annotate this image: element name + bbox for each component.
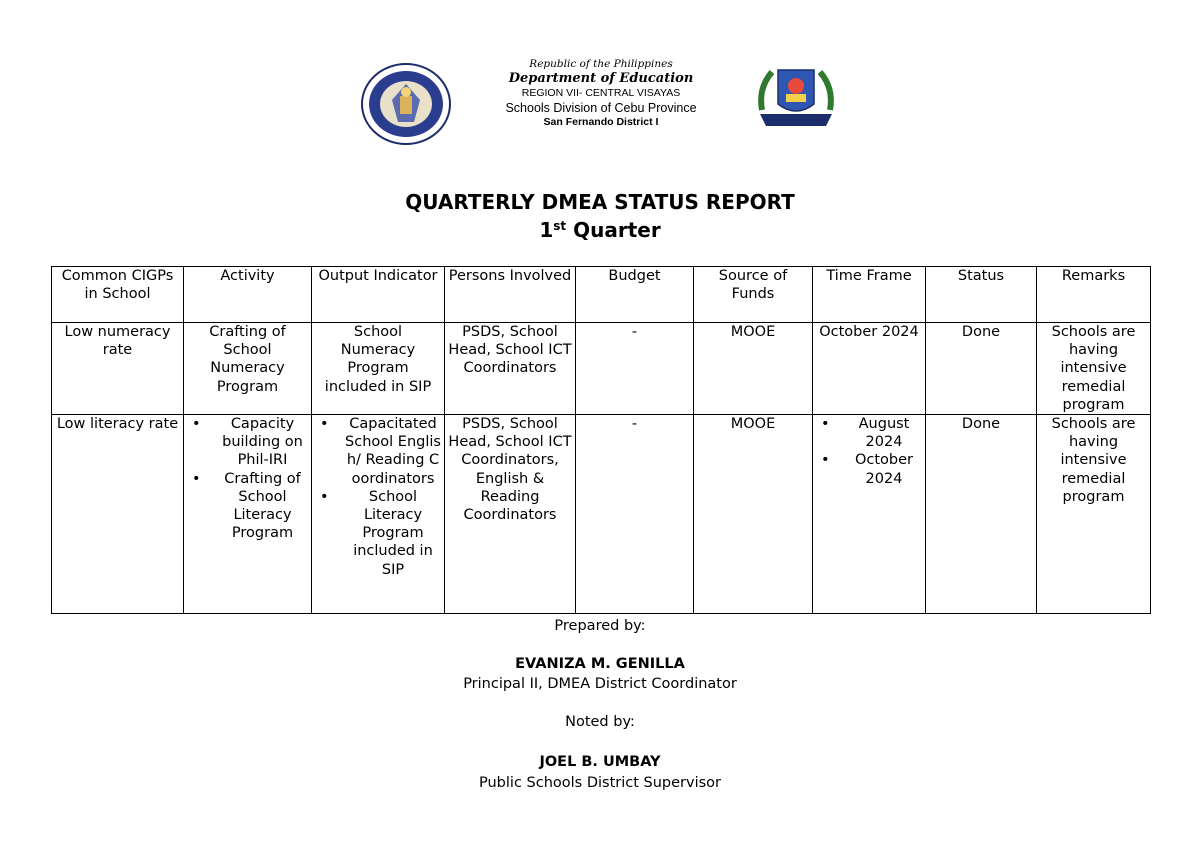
cell-output-indicator	[312, 415, 445, 614]
cell-output-indicator: School Numeracy Program included in SIP	[312, 323, 445, 415]
header-cigps: Common CIGPs in School	[52, 267, 184, 323]
header-status: Status	[926, 267, 1037, 323]
list-item	[187, 415, 308, 470]
list-item-text: • October 2024	[854, 452, 914, 487]
report-quarter	[0, 218, 1200, 242]
noted-by-label: Noted by:	[565, 714, 635, 730]
list-item	[816, 415, 922, 451]
prepared-by-name: EVANIZA M. GENILLA	[515, 656, 685, 672]
table-header-row	[52, 267, 1151, 323]
cell-remarks: Schools are having intensive remedial program	[1037, 323, 1151, 415]
prepared-by-label: Prepared by:	[554, 618, 646, 634]
agency-block	[470, 58, 732, 129]
header-budget: Budget	[576, 267, 694, 323]
region-line: REGION VII- CENTRAL VISAYAS	[521, 87, 681, 100]
letterhead	[0, 58, 1200, 148]
noted-by-title: Public Schools District Supervisor	[479, 775, 721, 791]
cell-persons-involved: PSDS, School Head, School ICT Coordinators, English & Reading Coordinators	[445, 415, 576, 614]
cell-cigp: Low literacy rate	[52, 415, 184, 614]
list-item-text: • August 2024	[858, 416, 910, 451]
cell-source-of-funds: MOOE	[694, 323, 813, 415]
output-list	[315, 415, 441, 579]
list-item	[315, 415, 441, 488]
header-output-indicator: Output Indicator	[312, 267, 445, 323]
header-time-frame: Time Frame	[813, 267, 926, 323]
header-activity: Activity	[184, 267, 312, 323]
header-remarks: Remarks	[1037, 267, 1151, 323]
quarter-word: Quarter	[573, 218, 661, 242]
list-item	[816, 451, 922, 487]
table-row	[52, 415, 1151, 614]
division-line: Schools Division of Cebu Province	[505, 100, 697, 115]
cell-time-frame: October 2024	[813, 323, 926, 415]
cell-budget: -	[576, 415, 694, 614]
district-line: San Fernando District I	[543, 116, 659, 129]
cell-budget: -	[576, 323, 694, 415]
cell-remarks: Schools are having intensive remedial program	[1037, 415, 1151, 614]
cell-activity: Crafting of School Numeracy Program	[184, 323, 312, 415]
prepared-by-title: Principal II, DMEA District Coordinator	[463, 676, 737, 692]
list-item-text: • Capacitated School English/ Reading Coordinators	[345, 416, 441, 487]
header-source-of-funds: Source of Funds	[694, 267, 813, 323]
cell-status: Done	[926, 415, 1037, 614]
cell-cigp: Low numeracy rate	[52, 323, 184, 415]
republic-line: Republic of the Philippines	[529, 58, 673, 70]
quarter-number: 1	[539, 218, 554, 242]
cell-time-frame	[813, 415, 926, 614]
header-persons-involved: Persons Involved	[445, 267, 576, 323]
status-report-table	[51, 266, 1151, 614]
cell-source-of-funds: MOOE	[694, 415, 813, 614]
deped-seal-logo	[360, 62, 452, 146]
department-line: Department of Education	[508, 71, 694, 87]
cell-status: Done	[926, 323, 1037, 415]
list-item-text: • School Literacy Program included in SIP	[353, 488, 433, 578]
list-item	[187, 470, 308, 543]
cell-persons-involved: PSDS, School Head, School ICT Coordinators	[445, 323, 576, 415]
quarter-ordinal: st	[553, 219, 567, 233]
timeframe-list	[816, 415, 922, 488]
division-seal-logo	[752, 60, 840, 132]
list-item	[315, 488, 441, 579]
report-title: QUARTERLY DMEA STATUS REPORT	[405, 190, 795, 214]
table-row	[52, 323, 1151, 415]
noted-by-name: JOEL B. UMBAY	[539, 754, 661, 770]
list-item-text: • Capacity building on Phil-IRI	[222, 416, 303, 469]
cell-activity	[184, 415, 312, 614]
activity-list	[187, 415, 308, 542]
list-item-text: • Crafting of School Literacy Program	[224, 470, 301, 542]
